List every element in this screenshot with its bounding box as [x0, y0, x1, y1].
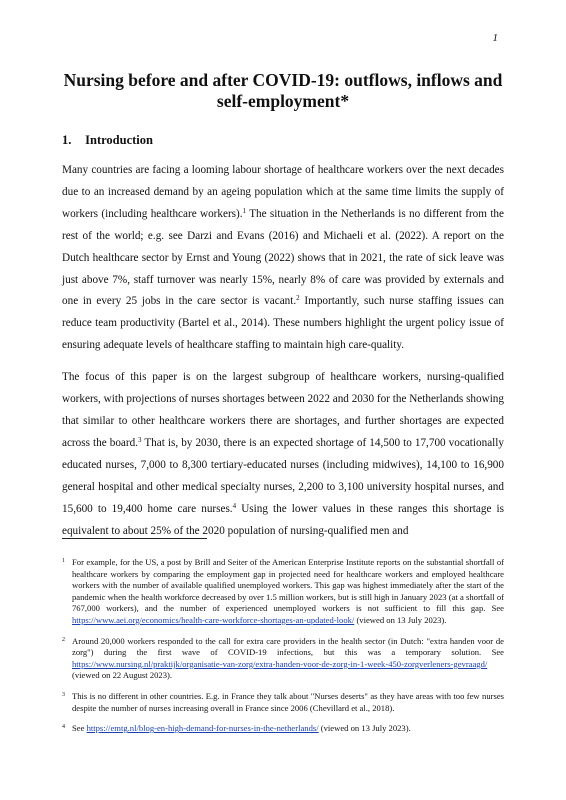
footnote: 2 Around 20,000 workers responded to the call for extra care providers in the health sector (in Dutch: "extra handen voor de zorg") during the first wave of COVID-19 infections, but this was a temporary solution. See https://www.nursing.nl/praktijk/organisatie-van-zorg/extra-handen-voor-de-zorg-in-1-week-450-zorgverleners-gevraagd/ (viewed on 22 August 2023). — [62, 635, 504, 681]
footnote-text: This is no different in other countries. E.g. in France they talk about "Nurses deserts" as they have areas with too few nurses despite the number of nurses increasing overall in France since 2006 (Chevillard et al., 2018). — [72, 690, 504, 713]
footnote: 3 This is no different in other countries. E.g. in France they talk about "Nurses deserts" as they have areas with too few nurses despite the number of nurses increasing overall in France since 2006 (Chevillard et al., 2018). — [62, 690, 504, 713]
paragraph-text: Using the lower values in these ranges this shortage is equivalent to about 25% of the 2020 population of nursing-qualified men and — [62, 502, 504, 537]
footnote-text: (viewed on 13 July 2023). — [354, 614, 447, 625]
footnote-text: See — [72, 723, 87, 734]
footnote: 1 For example, for the US, a post by Brill and Seiter of the American Enterprise Institute reports on the substantial shortfall of healthcare workers by comparing the employment gap in projected need for healthcare workers and employed healthcare workers with the number of available qualified unemployed workers. This gap was highest immediately after the start of the pandemic when the health workforce decreased by over 1.5 million workers, but is still high in January 2023 (at a shortfall of 767,000 workers), and the number of experienced unemployed workers is not sufficient to fill this gap. See https://www.aei.org/economics/health-care-workforce-shortages-an-updated-look/ (viewed on 13 July 2023). — [62, 557, 504, 625]
page-number: 1 — [492, 32, 498, 44]
footnote-divider — [62, 538, 207, 539]
paragraph-text: That is, by 2030, there is an expected shortage of 14,500 to 17,700 vocationally educated nurses, 7,000 to 8,300 tertiary-educated nurses (including midwives), 14,100 to 16,900 general hospital and other medical specialty nurses, 2,200 to 3,100 university hospital nurses, and 15,600 to 19,400 home care nurses. — [62, 436, 504, 515]
paragraph — [62, 367, 504, 542]
footnote: 4 See https://emtg.nl/blog-en-high-demand-for-nurses-in-the-netherlands/ (viewed on 13 July 2023). — [62, 723, 411, 734]
section-heading — [62, 133, 153, 148]
footnote-ref[interactable]: 4 — [232, 501, 237, 510]
footnote-ref[interactable]: 3 — [138, 435, 142, 444]
footnote-link[interactable]: https://www.aei.org/economics/health-care-workforce-shortages-an-updated-look/ — [72, 614, 355, 625]
footnote-text: Around 20,000 workers responded to the call for extra care providers in the health sector (in Dutch: "extra handen voor de zorg") during the first wave of COVID-19 infections, but this was a temporary solution. See — [72, 635, 504, 658]
paragraph-text: Importantly, such nurse staffing issues can reduce team productivity (Bartel et al., 2014). These numbers highlight the urgent policy issue of ensuring adequate levels of healthcare staffing to maintain high care-quality. — [62, 295, 504, 352]
paragraph — [62, 160, 504, 357]
footnote-ref[interactable]: 2 — [296, 294, 300, 303]
footnote-link[interactable]: https://emtg.nl/blog-en-high-demand-for-nurses-in-the-netherlands/ — [86, 723, 319, 734]
footnote-link[interactable]: https://www.nursing.nl/praktijk/organisatie-van-zorg/extra-handen-voor-de-zorg-in-1-week-450-zorgverleners-gevraagd/ — [72, 658, 488, 669]
section-title: Introduction — [85, 133, 153, 147]
paragraph-text: The situation in the Netherlands is no different from the rest of the world; e.g. see Darzi and Evans (2016) and Michaeli et al. (2022). A report on the Dutch healthcare sector by Ernst and Young (2022) shows that in 2021, the rate of sick leave was just above 7%, staff turnover was nearly 15%, nearly 8% of care was provided by externals and one in every 25 jobs in the care sector is vacant. — [62, 207, 504, 308]
footnote-ref[interactable]: 1 — [242, 206, 247, 215]
footnote-text: (viewed on 22 August 2023). — [72, 670, 173, 681]
paper-title: Nursing before and after COVID-19: outflows, inflows and self-employment* — [63, 70, 503, 111]
footnote-text: (viewed on 13 July 2023). — [318, 723, 411, 734]
footnotes — [62, 557, 504, 744]
footnote-text: For example, for the US, a post by Brill and Seiter of the American Enterprise Institute reports on the substantial shortfall of healthcare workers by comparing the employment gap in projected need for healthcare workers and employed healthcare workers with the number of available qualified unemployed workers. This gap was highest immediately after the start of the pandemic when the health workforce decreased by over 1.5 million workers, but is still high in January 2023 (at a shortfall of 767,000 workers), and the number of experienced unemployed workers is not sufficient to fill this gap. See — [72, 557, 504, 614]
section-number: 1. — [62, 133, 72, 147]
paragraph-text: The focus of this paper is on the largest subgroup of healthcare workers, nursing-qualified workers, with projections of nurses shortages between 2022 and 2030 for the Netherlands showing that similar to other healthcare workers there are shortages, and further shortages are expected across the board. — [62, 371, 504, 449]
body-text — [62, 160, 504, 552]
paragraph-text: Many countries are facing a looming labour shortage of healthcare workers over the next decades due to an increased demand by an ageing population which at the same time limits the supply of workers (including healthcare workers). — [62, 164, 504, 220]
